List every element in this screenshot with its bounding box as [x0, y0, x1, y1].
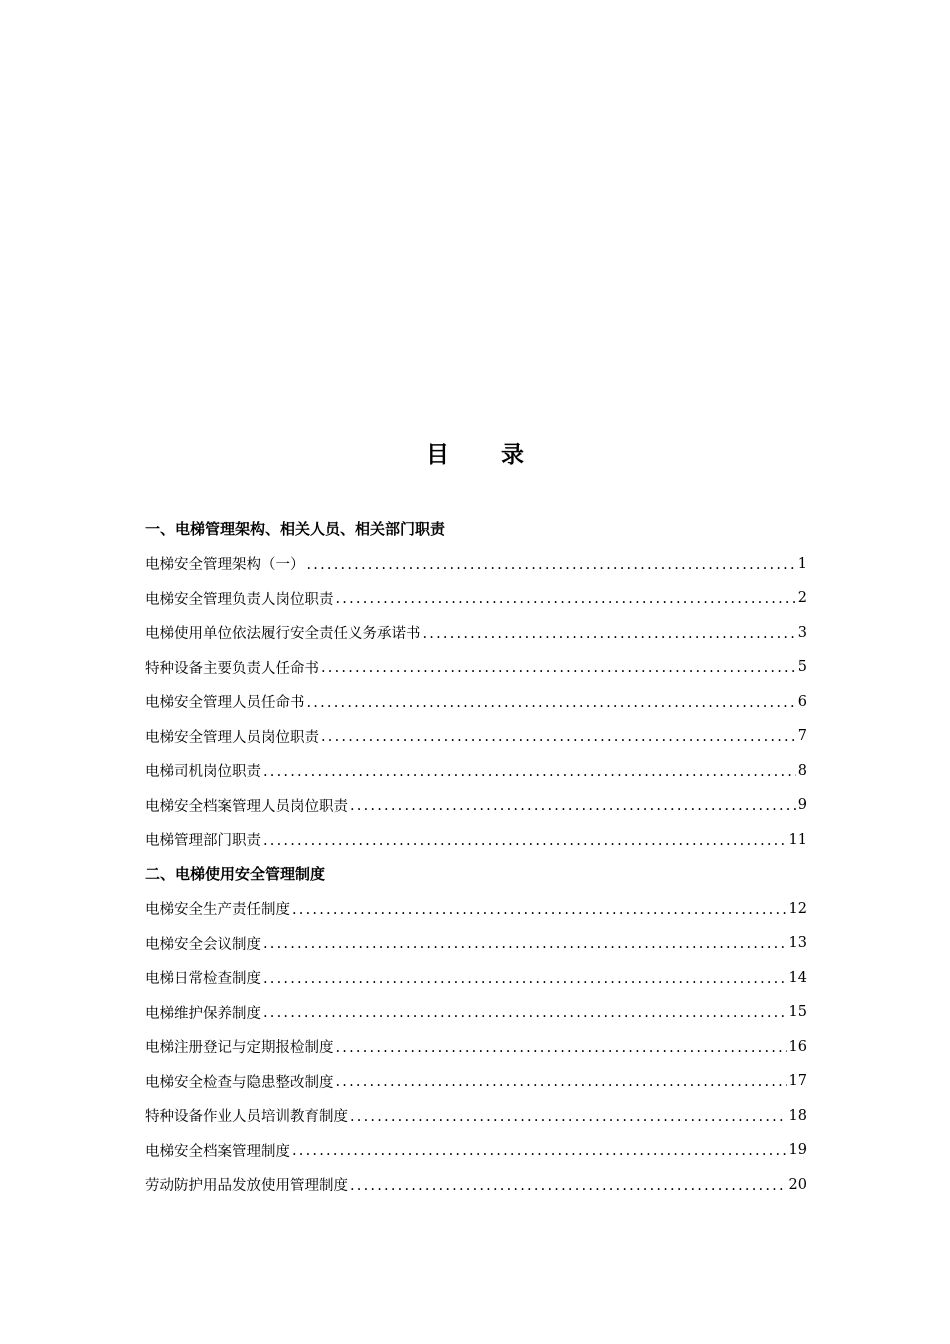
toc-page-number: 11: [788, 831, 807, 848]
toc-page-number: 15: [788, 1004, 807, 1021]
toc-page-number: 18: [788, 1107, 807, 1124]
leader-dots: [263, 833, 787, 849]
toc-entry-title: 电梯安全生产责任制度: [145, 902, 290, 919]
toc-entry-title: 电梯安全检查与隐患整改制度: [145, 1074, 334, 1091]
toc-entry-title: 特种设备主要负责人任命书: [145, 660, 319, 677]
toc-entry: [145, 581, 807, 616]
leader-dots: [263, 936, 787, 952]
section-heading-2: 二、电梯使用安全管理制度: [145, 865, 326, 883]
toc-entry: [145, 995, 807, 1030]
toc-entry-title: 电梯司机岗位职责: [145, 764, 261, 781]
toc-page-number: 3: [797, 624, 807, 641]
toc-entry: [145, 788, 807, 823]
leader-dots: [263, 971, 787, 987]
leader-dots: [307, 557, 796, 573]
toc-entry: [145, 685, 807, 720]
toc-entry: [145, 1168, 807, 1203]
toc-entry-title: 电梯使用单位依法履行安全责任义务承诺书: [145, 626, 421, 643]
leader-dots: [321, 729, 796, 745]
toc-entry-title: 电梯管理部门职责: [145, 833, 261, 850]
toc-entry-title: 电梯维护保养制度: [145, 1005, 261, 1022]
toc-page-number: 6: [797, 693, 807, 710]
toc-entry: [145, 961, 807, 996]
toc-entry: [145, 650, 807, 685]
toc-entry-title: 电梯日常检查制度: [145, 971, 261, 988]
toc-entry: [145, 616, 807, 651]
table-of-contents: [145, 512, 807, 1202]
leader-dots: [336, 1040, 787, 1056]
toc-entry-title: 电梯安全管理架构（一）: [145, 557, 305, 574]
leader-dots: [263, 764, 796, 780]
section-heading-1: 一、电梯管理架构、相关人员、相关部门职责: [145, 520, 446, 538]
toc-page-number: 13: [788, 935, 807, 952]
toc-entry-title: 电梯安全管理负责人岗位职责: [145, 591, 334, 608]
toc-page-number: 16: [788, 1038, 807, 1055]
toc-page-number: 7: [797, 728, 807, 745]
toc-entry: [145, 547, 807, 582]
toc-entry-title: 电梯安全会议制度: [145, 936, 261, 953]
toc-entry-title: 特种设备作业人员培训教育制度: [145, 1109, 348, 1126]
toc-page-number: 2: [797, 590, 807, 607]
toc-entry: [145, 754, 807, 789]
leader-dots: [350, 1109, 787, 1125]
leader-dots: [292, 1143, 787, 1159]
toc-entry-title: 劳动防护用品发放使用管理制度: [145, 1178, 348, 1195]
toc-page-number: 20: [788, 1176, 807, 1193]
toc-entry: [145, 719, 807, 754]
toc-entry: [145, 1030, 807, 1065]
toc-entry-title: 电梯安全档案管理制度: [145, 1143, 290, 1160]
leader-dots: [336, 1074, 787, 1090]
toc-page-number: 14: [788, 969, 807, 986]
leader-dots: [423, 626, 796, 642]
toc-entry-title: 电梯注册登记与定期报检制度: [145, 1040, 334, 1057]
leader-dots: [263, 1005, 787, 1021]
toc-entry-title: 电梯安全管理人员岗位职责: [145, 729, 319, 746]
toc-page-number: 5: [797, 659, 807, 676]
leader-dots: [321, 660, 796, 676]
toc-page-number: 17: [788, 1073, 807, 1090]
leader-dots: [350, 1178, 787, 1194]
toc-entry-title: 电梯安全档案管理人员岗位职责: [145, 798, 348, 815]
toc-entry: [145, 1133, 807, 1168]
toc-page-number: 9: [797, 797, 807, 814]
toc-entry: [145, 823, 807, 858]
toc-entry-title: 电梯安全管理人员任命书: [145, 695, 305, 712]
page-title: 目 录: [425, 442, 546, 468]
toc-page-number: 19: [788, 1142, 807, 1159]
leader-dots: [292, 902, 787, 918]
toc-entry: [145, 926, 807, 961]
toc-entry: [145, 1064, 807, 1099]
leader-dots: [336, 591, 796, 607]
leader-dots: [307, 695, 796, 711]
toc-page-number: 12: [788, 900, 807, 917]
toc-page-number: 8: [797, 762, 807, 779]
leader-dots: [350, 798, 796, 814]
toc-page-number: 1: [797, 555, 807, 572]
toc-entry: [145, 892, 807, 927]
toc-entry: [145, 1099, 807, 1134]
